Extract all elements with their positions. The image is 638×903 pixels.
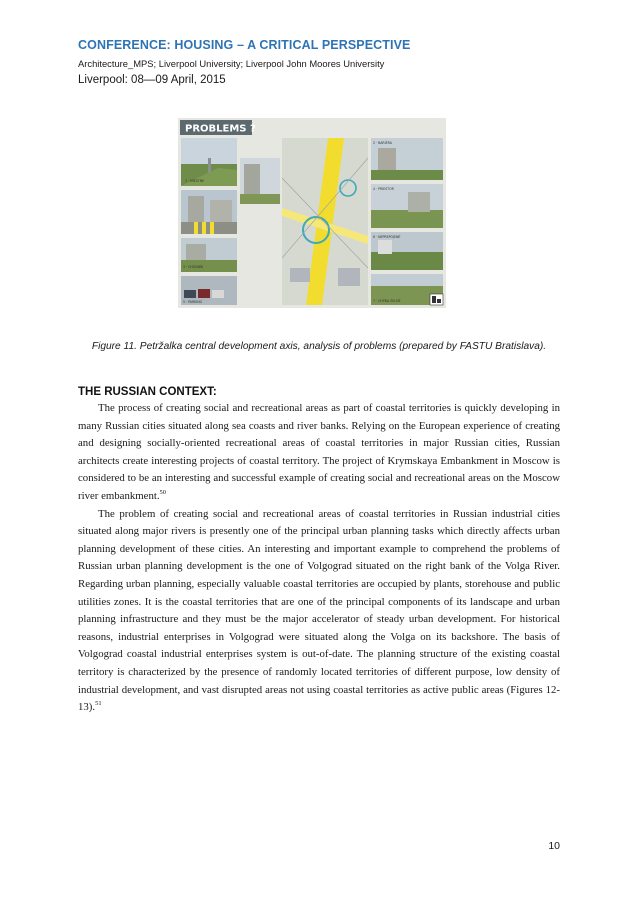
paragraph: The problem of creating social and recreational areas of coastal territories in Russian industrial cities situated along major rivers is presently one of the principal urban planning tasks which directly affects urban planning development of these cities. An interesting and important example to comprehend the problems of Russian urban planning development is the one of Volgograd situated on the right bank of the Volga River. Regarding urban planning, especially valuable coastal territories are occupied by plants, storehouse and public utilities zones. It is the coastal territories that are one of the principal components of its landscape and urban planning infrastructure and they must be the major accelerator of steady urban development. For historical reasons, industrial enterprises in Volgograd were situated along the Volga on its backshore. The basis of Volgograd coastal industrial enterprises system is out-of-date. The planning structure of the existing coastal territory is characterized by the presence of randomly located territories of different purpose, low density of industrial development, and vast disrupted areas not using coastal territories as active public areas (Figures 12-13).$^{51}$ bbox=[78, 507, 560, 714]
figure-caption: Figure 11. Petržalka central development axis, analysis of problems (prepared by FASTU Bratislava). bbox=[91, 341, 547, 352]
svg-text:6 · NEPREPOJENÉ: 6 · NEPREPOJENÉ bbox=[373, 235, 401, 239]
site-plan-map bbox=[282, 138, 368, 305]
body-text bbox=[78, 400, 560, 717]
svg-text:7 · CHÝBA ZELEŇ: 7 · CHÝBA ZELEŇ bbox=[373, 299, 401, 303]
footnote-ref: 51 bbox=[95, 700, 102, 708]
figure-heading: PROBLEMS ? bbox=[185, 123, 256, 135]
figure-problems-collage bbox=[178, 118, 446, 308]
photo-left-1 bbox=[181, 138, 237, 186]
paragraph: The process of creating social and recreational areas as part of coastal territories is quickly developing in many Russian cities situated along sea coasts and river banks. Relying on the European experience of creating and designing socially-oriented recreational areas of coastal territories in major Russian cities, Russian architects create interesting projects of coastal territory. The project of Krymskaya Embankment in Moscow is considered to be an interesting and successful example of creating social and recreational areas on the Moscow river embankment.$^{50}$ bbox=[78, 402, 560, 502]
svg-text:2 · BARIÉRA: 2 · BARIÉRA bbox=[373, 141, 392, 145]
photo-left-3 bbox=[181, 238, 237, 272]
footnote-ref: 50 bbox=[159, 488, 167, 496]
conference-date: Liverpool: 08—09 April, 2015 bbox=[78, 74, 226, 86]
svg-text:1 · MIESTNE: 1 · MIESTNE bbox=[185, 179, 205, 183]
svg-text:5 · PARKING: 5 · PARKING bbox=[183, 300, 203, 304]
section-heading: THE RUSSIAN CONTEXT: bbox=[78, 386, 217, 398]
page-number: 10 bbox=[548, 840, 560, 852]
conference-affiliations: Architecture_MPS; Liverpool University; Liverpool John Moores University bbox=[78, 58, 385, 69]
conference-title: CONFERENCE: HOUSING – A CRITICAL PERSPECTIVE bbox=[78, 38, 411, 52]
photo-center-left bbox=[240, 158, 280, 204]
photo-right-3 bbox=[371, 232, 443, 270]
svg-text:4 · PRIESTOR: 4 · PRIESTOR bbox=[373, 187, 394, 191]
photo-right-1 bbox=[371, 138, 443, 180]
photo-left-4 bbox=[181, 276, 237, 305]
institution-logo bbox=[430, 294, 443, 305]
photo-right-2 bbox=[371, 184, 443, 228]
svg-text:3 · CHODNÍK: 3 · CHODNÍK bbox=[183, 265, 204, 269]
photo-left-2 bbox=[181, 190, 237, 234]
